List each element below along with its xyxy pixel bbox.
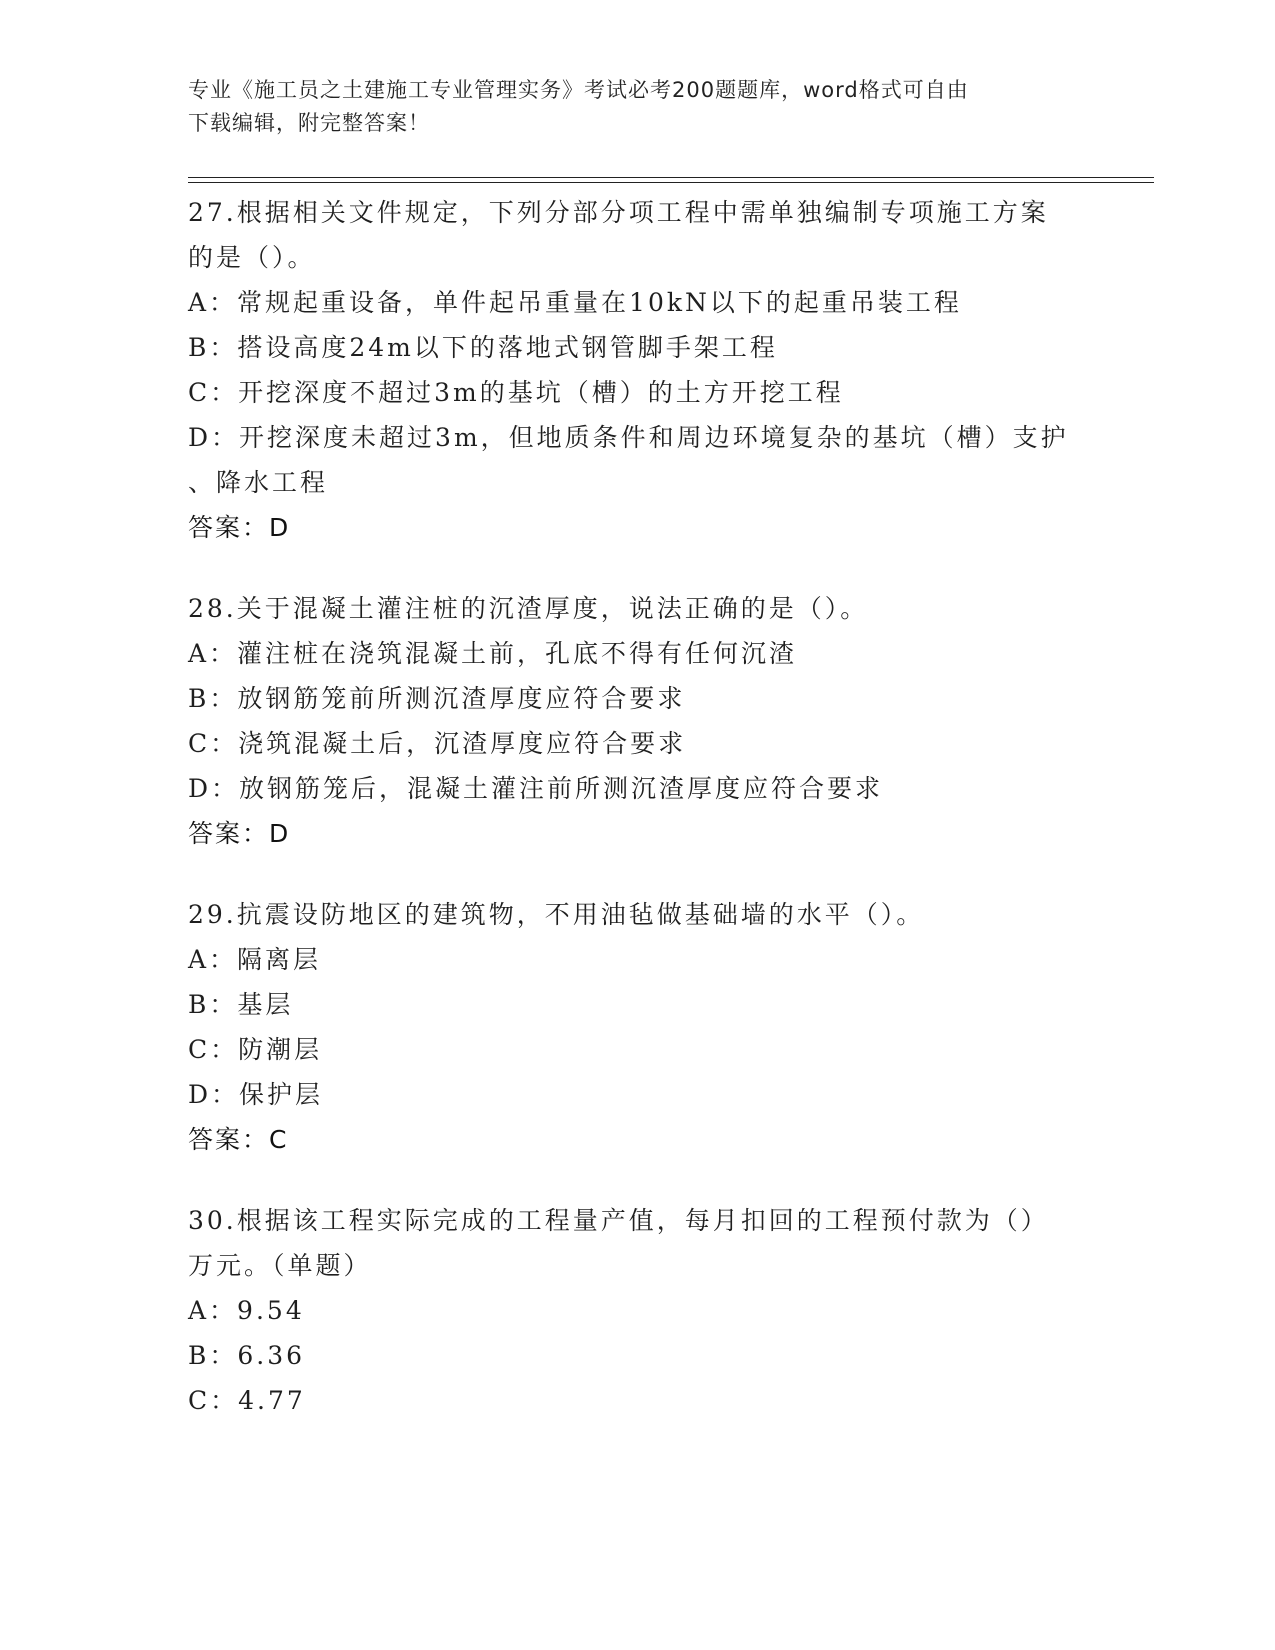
question-list	[188, 190, 1088, 1459]
option-c: C：4.77	[188, 1386, 306, 1415]
option-b: B：放钢筋笼前所测沉渣厚度应符合要求	[188, 684, 686, 713]
question-stem-line: 的是（）。	[188, 243, 316, 272]
answer-label: 答案：C	[188, 1125, 289, 1154]
question-30	[188, 1198, 1088, 1423]
option-a: A：9.54	[188, 1296, 305, 1325]
question-stem-line: 27.根据相关文件规定，下列分部分项工程中需单独编制专项施工方案	[188, 198, 1049, 227]
option-c: C：防潮层	[188, 1035, 323, 1064]
question-stem-line: 28.关于混凝土灌注桩的沉渣厚度，说法正确的是（）。	[188, 594, 869, 623]
option-a: A：灌注桩在浇筑混凝土前，孔底不得有任何沉渣	[188, 639, 798, 668]
question-stem-line: 30.根据该工程实际完成的工程量产值，每月扣回的工程预付款为（）	[188, 1206, 1049, 1235]
question-stem-line: 万元。（单题）	[188, 1251, 372, 1280]
option-a: A：隔离层	[188, 945, 322, 974]
header-line-2: 下载编辑，附完整答案！	[188, 111, 430, 135]
option-b: B：搭设高度24m以下的落地式钢管脚手架工程	[188, 333, 778, 362]
option-d: D：开挖深度未超过3m，但地质条件和周边环境复杂的基坑（槽）支护	[188, 423, 1069, 452]
option-d: D：放钢筋笼后，混凝土灌注前所测沉渣厚度应符合要求	[188, 774, 884, 803]
document-header	[188, 74, 1068, 140]
option-d: D：保护层	[188, 1080, 324, 1109]
question-28	[188, 586, 1088, 856]
option-b: B：6.36	[188, 1341, 306, 1370]
option-c: C：浇筑混凝土后，沉渣厚度应符合要求	[188, 729, 687, 758]
header-divider-top	[188, 177, 1154, 178]
question-27	[188, 190, 1088, 550]
question-29	[188, 892, 1088, 1162]
question-stem-line: 29.抗震设防地区的建筑物，不用油毡做基础墙的水平（）。	[188, 900, 925, 929]
option-c: C：开挖深度不超过3m的基坑（槽）的土方开挖工程	[188, 378, 844, 407]
header-line-1: 专业《施工员之土建施工专业管理实务》考试必考200题题库，word格式可自由	[188, 78, 969, 102]
answer-label: 答案：D	[188, 819, 291, 848]
answer-label: 答案：D	[188, 513, 291, 542]
option-b: B：基层	[188, 990, 294, 1019]
option-d: 、降水工程	[188, 468, 329, 497]
option-a: A：常规起重设备，单件起吊重量在10kN以下的起重吊装工程	[188, 288, 962, 317]
header-divider-bottom	[188, 182, 1154, 183]
